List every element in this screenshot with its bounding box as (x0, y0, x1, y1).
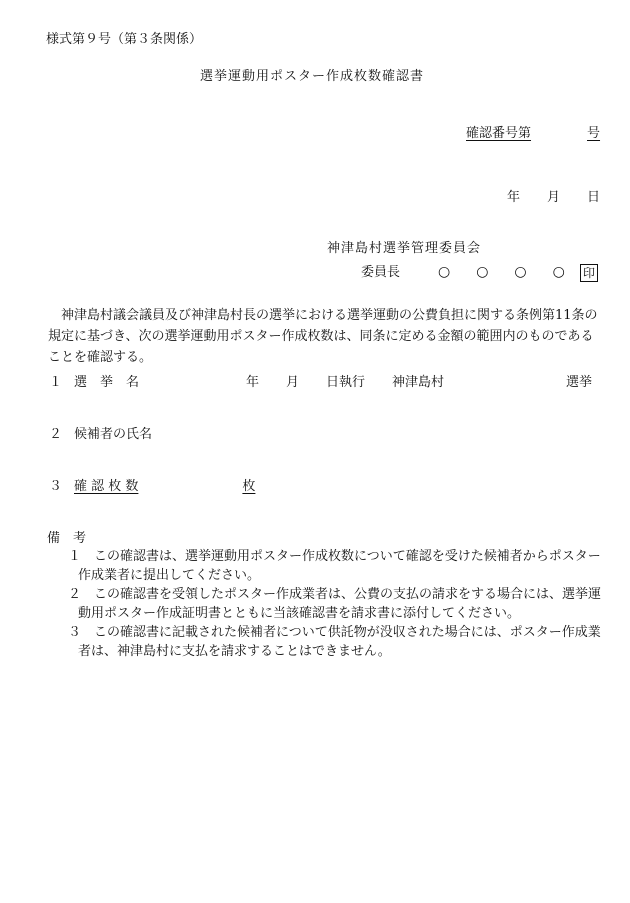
remarks-title: 備 考 (47, 531, 87, 546)
remark-number: ２ (68, 587, 82, 602)
chair-name: ○ ○ ○ ○ (438, 264, 571, 280)
item3-number: ３ (49, 479, 63, 494)
item3-unit: 枚 (242, 479, 256, 494)
remark-item (68, 585, 610, 623)
document-title: 選挙運動用ポスター作成枚数確認書 (200, 69, 425, 84)
form-label: 様式第９号（第３条関係） (46, 32, 203, 47)
item1-month: 月 (286, 375, 300, 390)
remark-item (68, 547, 610, 585)
remark-text: この確認書を受領したポスター作成業者は、公費の支払の請求をする場合には、選挙運動用ポスター作成証明書とともに当該確認書を請求書に添付してください。 (78, 587, 602, 621)
remark-text: この確認書に記載された候補者について供託物が没収された場合には、ポスター作成業者は、神津島村に支払を請求することはできません。 (78, 625, 601, 659)
remark-text: この確認書は、選挙運動用ポスター作成枚数について確認を受けた候補者からポスター作成業者に提出してください。 (78, 549, 601, 583)
confirmation-number-prefix: 確認番号第 (466, 126, 532, 141)
seal-mark: 印 (580, 264, 598, 282)
item1-number: １ (49, 375, 63, 390)
item2-number: ２ (49, 427, 63, 442)
item1-village: 神津島村 (392, 375, 445, 390)
item1-year: 年 (246, 375, 260, 390)
chair-label: 委員長 (361, 265, 401, 280)
remark-number: ３ (68, 625, 82, 640)
item3-field (74, 480, 255, 493)
date-day: 日 (587, 190, 601, 205)
remark-number: １ (68, 549, 82, 564)
confirmation-number (466, 127, 600, 140)
item3-label: 確 認 枚 数 (74, 479, 139, 494)
item2-label: 候補者の氏名 (74, 427, 153, 442)
item1-election: 選挙 (566, 375, 593, 390)
confirmation-number-suffix: 号 (587, 126, 601, 141)
remark-item (68, 623, 610, 661)
committee-name: 神津島村選挙管理委員会 (327, 241, 482, 256)
item1-date-executed: 日執行 (326, 375, 366, 390)
date-year: 年 (507, 190, 521, 205)
body-paragraph: 神津島村議会議員及び神津島村長の選挙における選挙運動の公費負担に関する条例第11条の規定に基づき、次の選挙運動用ポスター作成枚数は、同条に定める金額の範囲内のものであることを確認する。 (48, 308, 598, 365)
item1-label: 選 挙 名 (74, 375, 140, 390)
date-month: 月 (547, 190, 561, 205)
